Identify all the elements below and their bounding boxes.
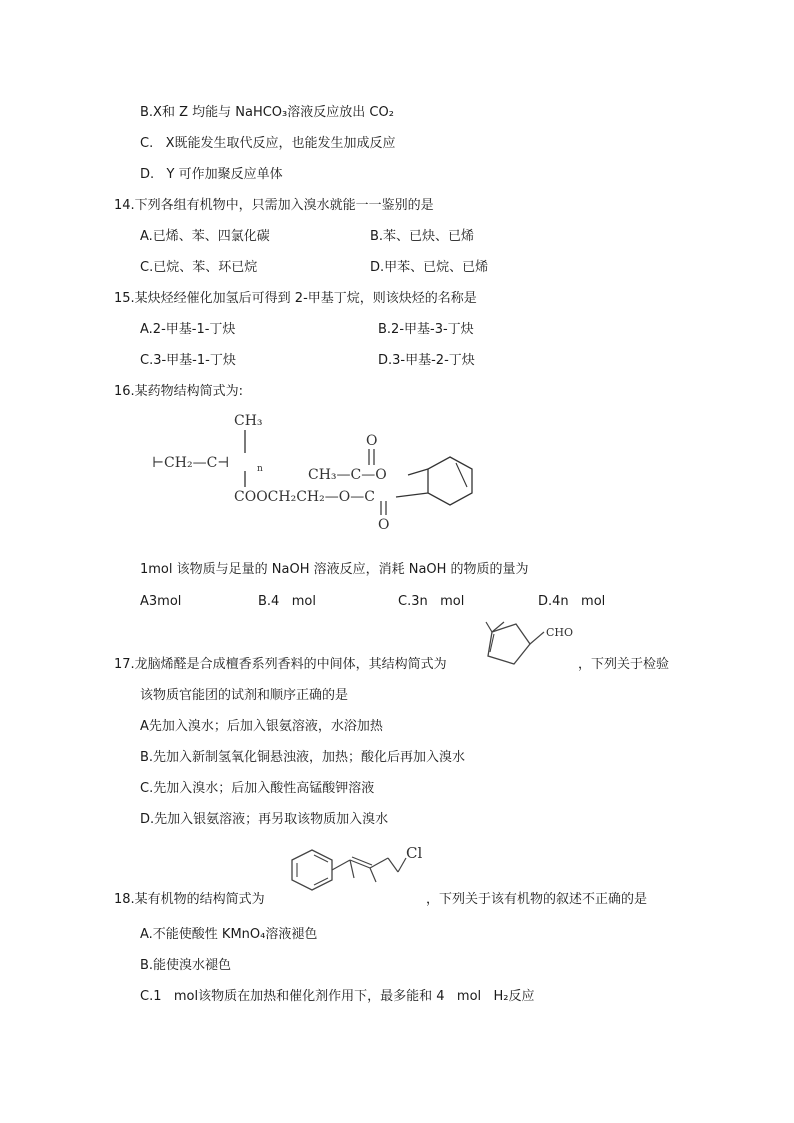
q13-option-d: D. Y 可作加聚反应单体 — [140, 167, 283, 182]
q17-structure-figure — [470, 618, 585, 676]
q18-stem-part2: ，下列关于该有机物的叙述不正确的是 — [426, 892, 648, 907]
q18-option-a: A.不能使酸性 KMnO₄溶液褪色 — [140, 927, 318, 942]
q16-fig-benzene-ring — [428, 457, 472, 505]
q13-option-b: B.X和 Z 均能与 NaHCO₃溶液反应放出 CO₂ — [140, 105, 394, 120]
q16-fig-o-upper: O — [366, 433, 378, 449]
q14-option-c: C.已烷、苯、环已烷 — [140, 260, 258, 275]
q18-fig-benzene-ring — [292, 850, 332, 890]
q14-option-b: B.苯、已炔、已烯 — [370, 229, 475, 244]
q14-option-a: A.已烯、苯、四氯化碳 — [140, 229, 270, 244]
q15-option-c: C.3-甲基-1-丁炔 — [140, 353, 236, 368]
q17-option-b: B.先加入新制氢氧化铜悬浊液，加热；酸化后再加入溴水 — [140, 750, 466, 765]
q16-question: 1mol 该物质与足量的 NaOH 溶液反应，消耗 NaOH 的物质的量为 — [140, 562, 529, 577]
q16-structure-figure — [150, 405, 490, 550]
q16-fig-n: n — [257, 464, 263, 474]
q16-option-a: A3mol — [140, 594, 182, 609]
q17-stem-part1: 17.龙脑烯醛是合成檀香系列香料的中间体，其结构简式为 — [114, 657, 447, 672]
q16-option-c: C.3n mol — [398, 594, 465, 609]
q17-option-c: C.先加入溴水；后加入酸性高锰酸钾溶液 — [140, 781, 375, 796]
q16-fig-o-lower: O — [378, 517, 390, 533]
q16-option-b: B.4 mol — [258, 594, 316, 609]
q16-fig-ester-chain: COOCH₂CH₂—O—C — [234, 489, 375, 505]
q18-option-c: C.1 mol该物质在加热和催化剂作用下，最多能和 4 mol H₂反应 — [140, 989, 535, 1004]
q16-fig-ch3-top: CH₃ — [234, 413, 263, 429]
q16-fig-backbone: ⊢CH₂—C⊣ — [152, 455, 230, 471]
q16-stem: 16.某药物结构简式为: — [114, 384, 244, 399]
q15-option-d: D.3-甲基-2-丁炔 — [378, 353, 475, 368]
q17-option-a: A先加入溴水；后加入银氨溶液，水浴加热 — [140, 719, 383, 734]
q17-stem-part2: ，下列关于检验 — [578, 657, 670, 672]
q16-option-d: D.4n mol — [538, 594, 606, 609]
q17-stem-part3: 该物质官能团的试剂和顺序正确的是 — [140, 688, 349, 703]
q14-stem: 14.下列各组有机物中，只需加入溴水就能一一鉴别的是 — [114, 198, 434, 213]
q18-fig-cl: Cl — [406, 844, 423, 862]
q16-fig-acetyl: CH₃—C—O — [308, 467, 387, 483]
q17-fig-cho: CHO — [546, 626, 574, 639]
q17-option-d: D.先加入银氨溶液；再另取该物质加入溴水 — [140, 812, 389, 827]
q18-structure-figure — [270, 842, 430, 900]
q14-option-d: D.甲苯、已烷、已烯 — [370, 260, 489, 275]
q15-option-a: A.2-甲基-1-丁炔 — [140, 322, 236, 337]
q15-stem: 15.某炔烃经催化加氢后可得到 2-甲基丁烷，则该炔烃的名称是 — [114, 291, 477, 306]
q13-option-c: C. X既能发生取代反应，也能发生加成反应 — [140, 136, 396, 151]
q15-option-b: B.2-甲基-3-丁炔 — [378, 322, 474, 337]
q18-option-b: B.能使溴水褪色 — [140, 958, 232, 973]
q18-stem-part1: 18.某有机物的结构简式为 — [114, 892, 265, 907]
